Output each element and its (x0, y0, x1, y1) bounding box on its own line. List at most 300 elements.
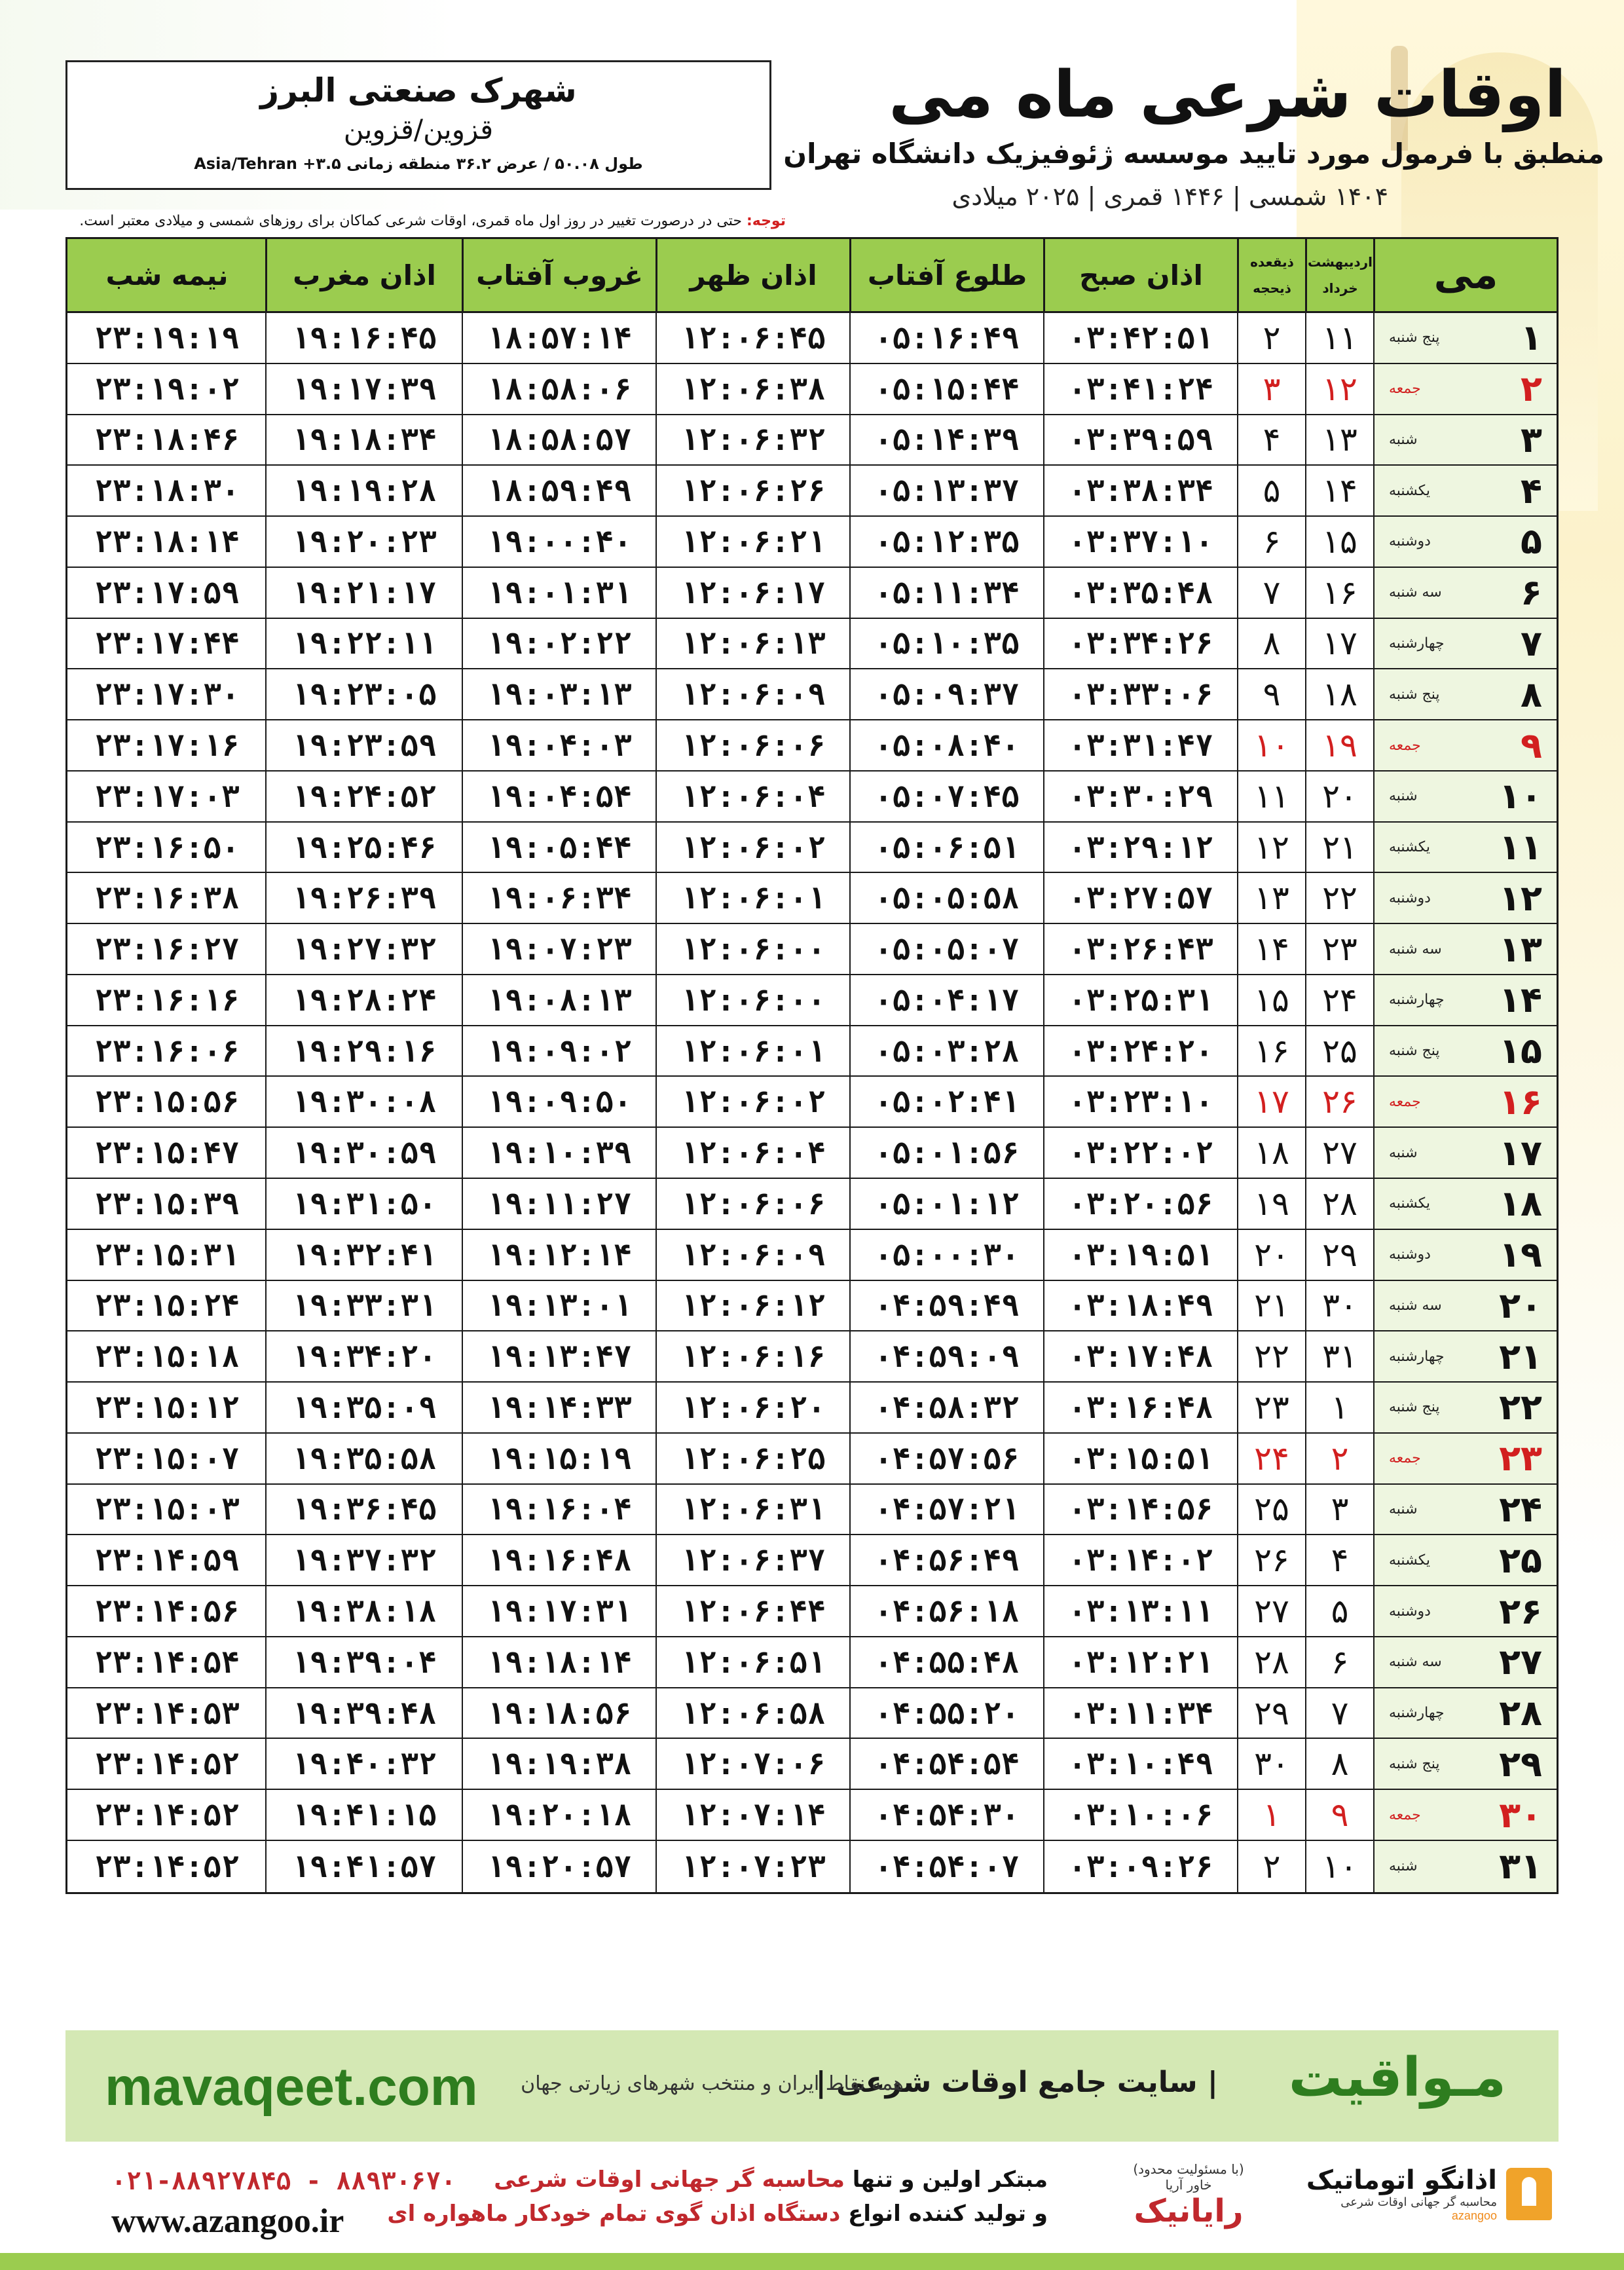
midnight-time: ۲۳:۱۴:۵۲ (94, 1848, 240, 1884)
dhuhr-time: ۱۲:۰۶:۱۳ (680, 625, 826, 661)
midnight-time: ۲۳:۱۴:۵۶ (94, 1593, 240, 1629)
maghrib-cell (265, 466, 462, 515)
page-subtitle: منطبق با فرمول مورد تایید موسسه ژئوفیزیک دانشگاه تهران (783, 138, 1604, 170)
header-hijri-month (1237, 239, 1305, 311)
dhuhr-cell (655, 1586, 849, 1636)
fajr-cell (1043, 1535, 1237, 1585)
table-row (67, 924, 1557, 975)
sunrise-time: ۰۴:۵۵:۴۸ (874, 1644, 1020, 1680)
maghrib-cell (265, 1230, 462, 1280)
sunrise-cell (849, 1230, 1043, 1280)
sunset-cell (462, 1688, 655, 1738)
weekday: جمعه (1389, 1093, 1421, 1110)
shamsi-day: ۷ (1305, 1688, 1373, 1738)
dhuhr-time: ۱۲:۰۶:۴۵ (680, 320, 826, 356)
fajr-time: ۰۳:۱۹:۵۱ (1068, 1237, 1213, 1273)
sunrise-time: ۰۵:۱۱:۳۴ (874, 574, 1020, 610)
sunset-cell (462, 1841, 655, 1892)
shamsi-day: ۱۶ (1305, 568, 1373, 618)
sunrise-cell (849, 1026, 1043, 1076)
maghrib-cell (265, 1535, 462, 1585)
sunset-time: ۱۹:۰۹:۵۰ (487, 1084, 632, 1120)
dhuhr-cell (655, 873, 849, 923)
maghrib-time: ۱۹:۱۷:۳۹ (291, 371, 437, 407)
sunrise-cell (849, 669, 1043, 719)
maghrib-time: ۱۹:۴۱:۱۵ (291, 1797, 437, 1833)
dhuhr-time: ۱۲:۰۶:۵۱ (680, 1644, 826, 1680)
hijri-day: ۱۱ (1237, 772, 1305, 821)
weekday: شنبه (1389, 1500, 1418, 1517)
maghrib-time: ۱۹:۳۹:۰۴ (291, 1644, 437, 1680)
azangoo-url-link[interactable]: www.azangoo.ir (111, 2203, 344, 2240)
hijri-day: ۶ (1237, 517, 1305, 567)
header-dhuhr: اذان ظهر (655, 239, 849, 311)
sunrise-time: ۰۵:۰۱:۵۶ (874, 1135, 1020, 1171)
dhuhr-time: ۱۲:۰۶:۰۱ (680, 1033, 826, 1069)
day-number: ۲۴ (1499, 1488, 1542, 1530)
weekday: شنبه (1389, 1858, 1418, 1875)
dhuhr-time: ۱۲:۰۶:۲۰ (680, 1389, 826, 1425)
sunrise-cell (849, 517, 1043, 567)
day-number: ۹ (1521, 724, 1542, 766)
day-cell (1373, 720, 1557, 770)
hijri-day: ۳ (1237, 364, 1305, 414)
fajr-cell (1043, 1790, 1237, 1840)
bottom-bar (0, 2253, 1624, 2270)
fajr-time: ۰۳:۱۰:۰۶ (1068, 1797, 1213, 1833)
midnight-cell (69, 1688, 265, 1738)
day-number: ۳۰ (1499, 1794, 1542, 1836)
sunrise-time: ۰۵:۰۵:۰۷ (874, 931, 1020, 967)
maghrib-cell (265, 568, 462, 618)
sunset-time: ۱۸:۵۸:۵۷ (487, 422, 632, 458)
fajr-cell (1043, 720, 1237, 770)
shamsi-day: ۱۴ (1305, 466, 1373, 515)
hijri-day: ۲۳ (1237, 1383, 1305, 1432)
shamsi-day: ۱۷ (1305, 619, 1373, 669)
dhuhr-cell (655, 568, 849, 618)
sunrise-time: ۰۵:۱۳:۳۷ (874, 473, 1020, 509)
dhuhr-time: ۱۲:۰۶:۰۶ (680, 1185, 826, 1221)
header-month: می (1373, 239, 1557, 311)
midnight-time: ۲۳:۱۷:۰۳ (94, 778, 240, 814)
day-cell (1373, 1077, 1557, 1126)
shamsi-day: ۲۹ (1305, 1230, 1373, 1280)
dhuhr-cell (655, 1383, 849, 1432)
weekday: پنج شنبه (1389, 1399, 1440, 1416)
fajr-cell (1043, 313, 1237, 363)
ad-line-1-a: مبتکر اولین و تنها (844, 2167, 1048, 2193)
sunrise-time: ۰۵:۰۳:۲۸ (874, 1033, 1020, 1069)
azangoo-logo-small: محاسبه گر جهانی اوقات شرعی (1340, 2195, 1497, 2209)
weekday: دوشنبه (1389, 1603, 1431, 1620)
dhuhr-time: ۱۲:۰۶:۰۴ (680, 1135, 826, 1171)
table-row (67, 720, 1557, 772)
fajr-cell (1043, 1434, 1237, 1483)
table-row (67, 1586, 1557, 1637)
midnight-cell (69, 1026, 265, 1076)
fajr-cell (1043, 1179, 1237, 1229)
sunrise-time: ۰۵:۱۰:۳۵ (874, 625, 1020, 661)
shamsi-day: ۳۱ (1305, 1331, 1373, 1381)
dhuhr-time: ۱۲:۰۷:۱۴ (680, 1797, 826, 1833)
maghrib-cell (265, 1434, 462, 1483)
hijri-day: ۲۶ (1237, 1535, 1305, 1585)
day-cell (1373, 1790, 1557, 1840)
location-box (65, 60, 771, 190)
dhuhr-time: ۱۲:۰۶:۰۴ (680, 778, 826, 814)
day-number: ۱۰ (1499, 775, 1542, 817)
midnight-time: ۲۳:۱۵:۱۲ (94, 1389, 240, 1425)
fajr-cell (1043, 517, 1237, 567)
shamsi-day: ۹ (1305, 1790, 1373, 1840)
fajr-time: ۰۳:۲۳:۱۰ (1068, 1084, 1213, 1120)
site-url-link[interactable]: mavaqeet.com (105, 2057, 478, 2117)
fajr-cell (1043, 1739, 1237, 1789)
maghrib-time: ۱۹:۲۸:۲۴ (291, 982, 437, 1018)
fajr-time: ۰۳:۰۹:۲۶ (1068, 1848, 1213, 1884)
weekday: سه شنبه (1389, 1654, 1442, 1671)
sunrise-cell (849, 1841, 1043, 1892)
day-cell (1373, 975, 1557, 1025)
brand-logo-text: مـواقیت (1288, 2047, 1506, 2109)
fajr-cell (1043, 1128, 1237, 1178)
maghrib-time: ۱۹:۲۴:۵۲ (291, 778, 437, 814)
sunrise-time: ۰۴:۵۶:۱۸ (874, 1593, 1020, 1629)
azangoo-logo-big: اذانگو اتوماتیک (1306, 2165, 1497, 2195)
weekday: دوشنبه (1389, 533, 1431, 550)
shamsi-day: ۵ (1305, 1586, 1373, 1636)
fajr-time: ۰۳:۱۴:۵۶ (1068, 1491, 1213, 1527)
dhuhr-time: ۱۲:۰۶:۲۶ (680, 473, 826, 509)
midnight-cell (69, 1331, 265, 1381)
hijri-day: ۲۱ (1237, 1281, 1305, 1331)
midnight-cell (69, 517, 265, 567)
midnight-cell (69, 568, 265, 618)
dhuhr-time: ۱۲:۰۶:۰۶ (680, 728, 826, 763)
fajr-cell (1043, 1230, 1237, 1280)
day-cell (1373, 1331, 1557, 1381)
table-row (67, 313, 1557, 364)
maghrib-cell (265, 1026, 462, 1076)
midnight-time: ۲۳:۱۵:۰۷ (94, 1440, 240, 1476)
sunset-cell (462, 873, 655, 923)
hijri-day: ۱۷ (1237, 1077, 1305, 1126)
midnight-time: ۲۳:۱۴:۵۴ (94, 1644, 240, 1680)
fajr-cell (1043, 669, 1237, 719)
maghrib-cell (265, 873, 462, 923)
table-row (67, 1179, 1557, 1230)
day-number: ۳۱ (1499, 1846, 1542, 1888)
azangoo-logo-text (1306, 2165, 1497, 2223)
table-row (67, 466, 1557, 517)
rayanik-logo (1120, 2161, 1257, 2229)
dhuhr-cell (655, 415, 849, 465)
midnight-cell (69, 669, 265, 719)
shamsi-day: ۲۸ (1305, 1179, 1373, 1229)
shamsi-day: ۱۸ (1305, 669, 1373, 719)
sunset-cell (462, 720, 655, 770)
day-number: ۲۱ (1499, 1335, 1542, 1377)
sunrise-time: ۰۵:۰۰:۳۰ (874, 1237, 1020, 1273)
sunset-cell (462, 415, 655, 465)
day-number: ۱۷ (1499, 1132, 1542, 1174)
midnight-time: ۲۳:۱۷:۴۴ (94, 625, 240, 661)
day-cell (1373, 466, 1557, 515)
weekday: یکشنبه (1389, 1552, 1430, 1569)
sunrise-cell (849, 772, 1043, 821)
sunset-cell (462, 1485, 655, 1535)
day-number: ۲۳ (1499, 1438, 1542, 1479)
sunrise-time: ۰۴:۵۴:۰۷ (874, 1848, 1020, 1884)
midnight-cell (69, 466, 265, 515)
sunrise-cell (849, 1688, 1043, 1738)
dhuhr-cell (655, 1688, 849, 1738)
ad-line-2-a: و تولید کننده انواع (840, 2201, 1048, 2227)
shamsi-day: ۱۵ (1305, 517, 1373, 567)
weekday: چهارشنبه (1389, 1705, 1445, 1722)
hijri-day: ۱۴ (1237, 924, 1305, 974)
dhuhr-cell (655, 1331, 849, 1381)
day-number: ۴ (1521, 470, 1542, 512)
weekday: شنبه (1389, 1144, 1418, 1161)
weekday: دوشنبه (1389, 1246, 1431, 1263)
fajr-cell (1043, 823, 1237, 872)
shamsi-day: ۱ (1305, 1383, 1373, 1432)
sunrise-time: ۰۵:۱۲:۳۵ (874, 523, 1020, 559)
dhuhr-cell (655, 1230, 849, 1280)
sunset-cell (462, 1586, 655, 1636)
fajr-cell (1043, 772, 1237, 821)
hijri-day: ۲۴ (1237, 1434, 1305, 1483)
dhuhr-cell (655, 1077, 849, 1126)
sunrise-cell (849, 1281, 1043, 1331)
fajr-time: ۰۳:۲۰:۵۶ (1068, 1185, 1213, 1221)
sunset-time: ۱۹:۱۴:۳۳ (487, 1389, 632, 1425)
maghrib-time: ۱۹:۳۴:۲۰ (291, 1339, 437, 1375)
maghrib-cell (265, 1739, 462, 1789)
sunset-cell (462, 924, 655, 974)
dhuhr-cell (655, 1026, 849, 1076)
weekday: شنبه (1389, 788, 1418, 805)
weekday: جمعه (1389, 737, 1421, 754)
dhuhr-cell (655, 466, 849, 515)
table-row (67, 364, 1557, 415)
maghrib-time: ۱۹:۳۳:۳۱ (291, 1288, 437, 1324)
day-number: ۲۶ (1499, 1590, 1542, 1632)
sunset-time: ۱۹:۱۶:۰۴ (487, 1491, 632, 1527)
midnight-cell (69, 1485, 265, 1535)
sunset-cell (462, 1128, 655, 1178)
fajr-time: ۰۳:۳۸:۳۴ (1068, 473, 1213, 509)
sunset-time: ۱۹:۱۰:۳۹ (487, 1135, 632, 1171)
day-cell (1373, 873, 1557, 923)
sunset-time: ۱۹:۱۱:۲۷ (487, 1185, 632, 1221)
town-name: شهرک صنعتی البرز (260, 71, 577, 109)
sunrise-time: ۰۵:۰۷:۴۵ (874, 778, 1020, 814)
table-row (67, 873, 1557, 924)
day-cell (1373, 1841, 1557, 1892)
sunrise-time: ۰۴:۵۵:۲۰ (874, 1695, 1020, 1731)
midnight-time: ۲۳:۱۶:۳۸ (94, 880, 240, 916)
header-sunrise: طلوع آفتاب (849, 239, 1043, 311)
maghrib-time: ۱۹:۱۸:۳۴ (291, 422, 437, 458)
shamsi-day: ۴ (1305, 1535, 1373, 1585)
sunset-time: ۱۹:۰۸:۱۳ (487, 982, 632, 1018)
midnight-cell (69, 313, 265, 363)
hijri-day: ۲۲ (1237, 1331, 1305, 1381)
sunrise-time: ۰۵:۱۴:۳۹ (874, 422, 1020, 458)
day-cell (1373, 924, 1557, 974)
weekday: جمعه (1389, 381, 1421, 398)
midnight-time: ۲۳:۱۹:۱۹ (94, 320, 240, 356)
fajr-time: ۰۳:۱۲:۲۱ (1068, 1644, 1213, 1680)
fajr-cell (1043, 1077, 1237, 1126)
midnight-time: ۲۳:۱۴:۵۹ (94, 1542, 240, 1578)
maghrib-time: ۱۹:۴۰:۳۲ (291, 1746, 437, 1782)
fajr-cell (1043, 364, 1237, 414)
sunset-cell (462, 568, 655, 618)
sunset-time: ۱۹:۱۶:۴۸ (487, 1542, 632, 1578)
fajr-time: ۰۳:۱۵:۵۱ (1068, 1440, 1213, 1476)
midnight-time: ۲۳:۱۴:۵۲ (94, 1797, 240, 1833)
table-row (67, 1485, 1557, 1536)
header-midnight: نیمه شب (105, 259, 229, 291)
azangoo-logo (1277, 2161, 1552, 2227)
sunrise-time: ۰۴:۵۴:۵۴ (874, 1746, 1020, 1782)
table-row (67, 1331, 1557, 1383)
maghrib-cell (265, 1637, 462, 1687)
maghrib-time: ۱۹:۳۵:۰۹ (291, 1389, 437, 1425)
table-row (67, 415, 1557, 466)
midnight-cell (69, 975, 265, 1025)
fajr-cell (1043, 1026, 1237, 1076)
hijri-day: ۱۹ (1237, 1179, 1305, 1229)
sunrise-cell (849, 1179, 1043, 1229)
shamsi-day: ۲۱ (1305, 823, 1373, 872)
footer-band (65, 2030, 1559, 2142)
table-row (67, 1637, 1557, 1688)
dhuhr-time: ۱۲:۰۶:۱۶ (680, 1339, 826, 1375)
table-row (67, 517, 1557, 568)
hijri-day: ۷ (1237, 568, 1305, 618)
dhuhr-time: ۱۲:۰۶:۰۰ (680, 982, 826, 1018)
sunrise-cell (849, 313, 1043, 363)
midnight-cell (69, 1434, 265, 1483)
midnight-time: ۲۳:۱۸:۴۶ (94, 422, 240, 458)
day-number: ۷ (1521, 622, 1542, 664)
header-hijri-top: ذیقعده (1250, 254, 1294, 270)
sunset-cell (462, 517, 655, 567)
sunset-cell (462, 975, 655, 1025)
dhuhr-time: ۱۲:۰۶:۳۲ (680, 422, 826, 458)
dhuhr-time: ۱۲:۰۷:۰۶ (680, 1746, 826, 1782)
site-description: | سایت جامع اوقات شرعی | (815, 2066, 1218, 2099)
header-maghrib: اذان مغرب (265, 239, 462, 311)
hijri-day: ۱۰ (1237, 720, 1305, 770)
table-row (67, 1128, 1557, 1179)
sunset-time: ۱۹:۱۲:۱۴ (487, 1237, 632, 1273)
maghrib-time: ۱۹:۲۱:۱۷ (291, 574, 437, 610)
shamsi-day: ۶ (1305, 1637, 1373, 1687)
hijri-day: ۴ (1237, 415, 1305, 465)
fajr-time: ۰۳:۱۳:۱۱ (1068, 1593, 1213, 1629)
table-row (67, 1790, 1557, 1841)
coordinates: طول ۵۰.۰۸ / عرض ۳۶.۲ منطقه زمانی Asia/Tehran +۳.۵ (194, 155, 643, 173)
hijri-day: ۸ (1237, 619, 1305, 669)
maghrib-cell (265, 975, 462, 1025)
fajr-cell (1043, 975, 1237, 1025)
sunrise-time: ۰۵:۰۴:۱۷ (874, 982, 1020, 1018)
fajr-time: ۰۳:۱۱:۳۴ (1068, 1695, 1213, 1731)
weekday: پنج شنبه (1389, 686, 1440, 703)
day-cell (1373, 1434, 1557, 1483)
sunrise-cell (849, 619, 1043, 669)
sunset-time: ۱۹:۰۴:۰۳ (487, 728, 632, 763)
maghrib-time: ۱۹:۱۹:۲۸ (291, 473, 437, 509)
sunset-time: ۱۸:۵۷:۱۴ (487, 320, 632, 356)
maghrib-time: ۱۹:۲۶:۳۹ (291, 880, 437, 916)
sunrise-cell (849, 1077, 1043, 1126)
sunrise-cell (849, 1586, 1043, 1636)
sunrise-cell (849, 975, 1043, 1025)
day-number: ۱۸ (1499, 1183, 1542, 1225)
maghrib-time: ۱۹:۳۲:۴۱ (291, 1237, 437, 1273)
fajr-cell (1043, 1637, 1237, 1687)
midnight-cell (69, 1230, 265, 1280)
day-number: ۵ (1521, 521, 1542, 563)
day-number: ۲۸ (1499, 1692, 1542, 1734)
midnight-time: ۲۳:۱۴:۵۲ (94, 1746, 240, 1782)
sunrise-cell (849, 1434, 1043, 1483)
table-row (67, 975, 1557, 1026)
maghrib-cell (265, 1790, 462, 1840)
sunset-cell (462, 1739, 655, 1789)
sunset-cell (462, 1230, 655, 1280)
sunset-time: ۱۹:۱۳:۰۱ (487, 1288, 632, 1324)
weekday: پنج شنبه (1389, 1755, 1440, 1772)
shamsi-day: ۲۲ (1305, 873, 1373, 923)
shamsi-day: ۲۰ (1305, 772, 1373, 821)
maghrib-time: ۱۹:۳۸:۱۸ (291, 1593, 437, 1629)
maghrib-time: ۱۹:۳۰:۰۸ (291, 1084, 437, 1120)
table-row (67, 1739, 1557, 1790)
sunset-cell (462, 772, 655, 821)
fajr-time: ۰۳:۲۹:۱۲ (1068, 829, 1213, 865)
dhuhr-time: ۱۲:۰۶:۱۲ (680, 1288, 826, 1324)
maghrib-time: ۱۹:۱۶:۴۵ (291, 320, 437, 356)
midnight-cell (69, 364, 265, 414)
midnight-time: ۲۳:۱۶:۱۶ (94, 982, 240, 1018)
fajr-cell (1043, 873, 1237, 923)
sunrise-cell (849, 466, 1043, 515)
midnight-cell (69, 1077, 265, 1126)
day-number: ۲ (1521, 368, 1542, 410)
weekday: پنج شنبه (1389, 329, 1440, 346)
maghrib-cell (265, 1179, 462, 1229)
azangoo-logo-en: azangoo (1451, 2209, 1497, 2222)
midnight-time: ۲۳:۱۴:۵۳ (94, 1695, 240, 1731)
dhuhr-cell (655, 1841, 849, 1892)
prayer-times-table (65, 237, 1559, 1894)
sunset-time: ۱۹:۱۸:۱۴ (487, 1644, 632, 1680)
maghrib-time: ۱۹:۲۲:۱۱ (291, 625, 437, 661)
shamsi-day: ۲۶ (1305, 1077, 1373, 1126)
hijri-day: ۵ (1237, 466, 1305, 515)
midnight-time: ۲۳:۱۶:۰۶ (94, 1033, 240, 1069)
dhuhr-time: ۱۲:۰۶:۰۱ (680, 880, 826, 916)
sunrise-cell (849, 720, 1043, 770)
